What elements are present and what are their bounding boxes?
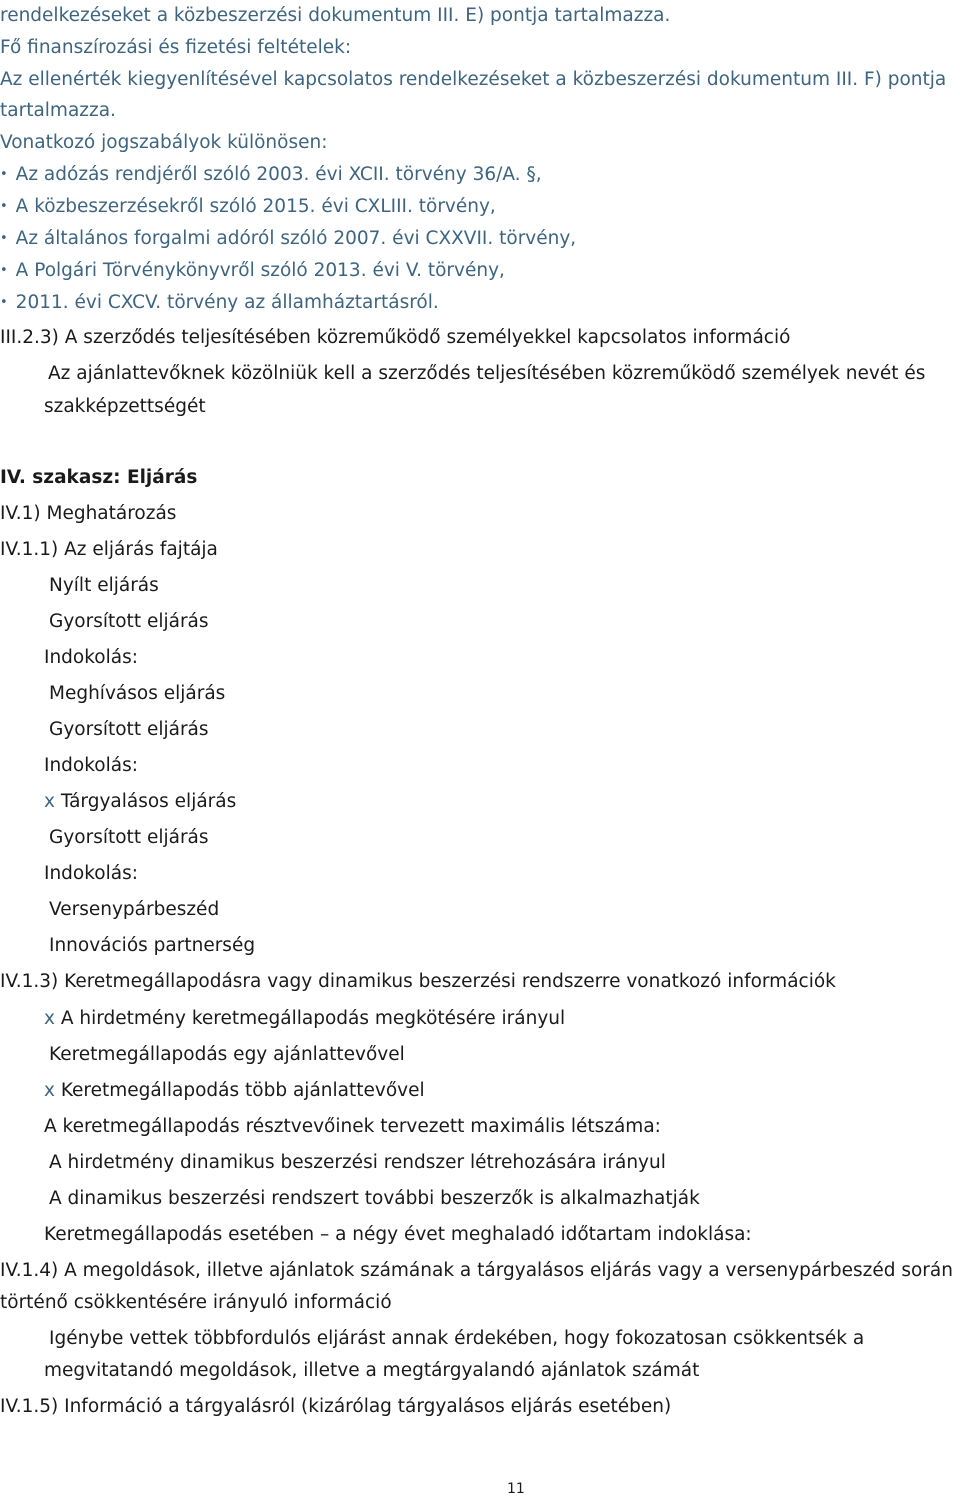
check-mark: x	[44, 1008, 55, 1029]
section-heading: III.2.3) A szerződés teljesítésében közreműködő személyekkel kapcsolatos információ	[0, 327, 791, 348]
law-item: • A Polgári Törvénykönyvről szóló 2013. évi V. törvény,	[0, 259, 505, 285]
subsection-heading: történő csökkentésére irányuló információ	[0, 1292, 392, 1313]
law-item: • 2011. évi CXCV. törvény az államháztartásról.	[0, 291, 439, 317]
text-line: Az ellenérték kiegyenlítésével kapcsolatos rendelkezéseket a közbeszerzési dokumentum III. F) pontja	[0, 69, 947, 90]
law-item: • Az általános forgalmi adóról szóló 2007. évi CXXVII. törvény,	[0, 227, 576, 253]
law-item: • Az adózás rendjéről szóló 2003. évi XCII. törvény 36/A. §,	[0, 163, 542, 189]
subsection-heading: IV.1) Meghatározás	[0, 503, 177, 524]
subsection-heading: IV.1.5) Információ a tárgyalásról (kizárólag tárgyalásos eljárás esetében)	[0, 1396, 672, 1417]
section-title: IV. szakasz: Eljárás	[0, 467, 198, 488]
framework-option-label: Keretmegállapodás több ajánlattevővel	[60, 1080, 425, 1101]
framework-field: A keretmegállapodás résztvevőinek tervezett maximális létszáma:	[44, 1116, 661, 1137]
check-mark: x	[44, 1080, 55, 1101]
text-line: Fő finanszírozási és fizetési feltételek:	[0, 37, 352, 58]
procedure-option: Gyorsított eljárás	[49, 719, 209, 740]
subsection-heading: IV.1.4) A megoldások, illetve ajánlatok számának a tárgyalásos eljárás vagy a versenypárbeszéd során	[0, 1260, 953, 1281]
procedure-option: Meghívásos eljárás	[49, 683, 226, 704]
subsection-heading: IV.1.3) Keretmegállapodásra vagy dinamikus beszerzési rendszerre vonatkozó információk	[0, 971, 836, 992]
text-line: tartalmazza.	[0, 100, 116, 121]
procedure-option: Gyorsított eljárás	[49, 611, 209, 632]
procedure-option: Versenypárbeszéd	[49, 899, 220, 920]
section-text: Az ajánlattevőknek közölniük kell a szerződés teljesítésében közreműködő személyek nevét és	[48, 363, 926, 384]
procedure-option-checked	[44, 790, 236, 814]
framework-option-checked	[44, 1079, 425, 1103]
framework-option-checked	[44, 1007, 565, 1031]
text-line: rendelkezéseket a közbeszerzési dokumentum III. E) pontja tartalmazza.	[0, 5, 671, 26]
page-number: 11	[507, 1481, 525, 1497]
procedure-option-label: Tárgyalásos eljárás	[60, 791, 237, 812]
procedure-option: Gyorsított eljárás	[49, 827, 209, 848]
section-text: Igénybe vettek többfordulós eljárást annak érdekében, hogy fokozatosan csökkentsék a	[49, 1328, 865, 1349]
procedure-option: Nyílt eljárás	[49, 575, 159, 596]
framework-field: Keretmegállapodás esetében – a négy évet meghaladó időtartam indoklása:	[44, 1224, 752, 1245]
check-mark: x	[44, 791, 55, 812]
justification-label: Indokolás:	[44, 755, 138, 776]
text-line: Vonatkozó jogszabályok különösen:	[0, 132, 328, 153]
section-text: szakképzettségét	[44, 396, 206, 417]
justification-label: Indokolás:	[44, 863, 138, 884]
framework-option: Keretmegállapodás egy ajánlattevővel	[49, 1044, 405, 1065]
section-text: megvitatandó megoldások, illetve a megtárgyalandó ajánlatok számát	[44, 1360, 700, 1381]
framework-option: A hirdetmény dinamikus beszerzési rendszer létrehozására irányul	[49, 1152, 666, 1173]
procedure-option: Innovációs partnerség	[49, 935, 256, 956]
framework-option-label: A hirdetmény keretmegállapodás megkötésére irányul	[60, 1008, 566, 1029]
justification-label: Indokolás:	[44, 647, 138, 668]
subsection-heading: IV.1.1) Az eljárás fajtája	[0, 539, 218, 560]
framework-option: A dinamikus beszerzési rendszert további beszerzők is alkalmazhatják	[49, 1188, 700, 1209]
law-item: • A közbeszerzésekről szóló 2015. évi CXLIII. törvény,	[0, 195, 496, 221]
